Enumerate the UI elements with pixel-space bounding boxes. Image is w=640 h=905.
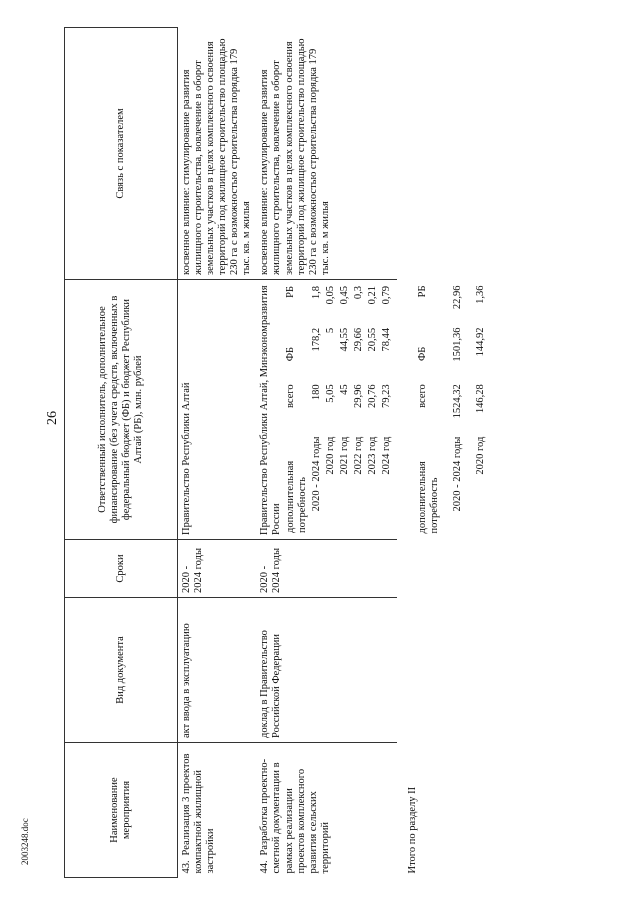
table-header-row xyxy=(65,28,178,878)
fin-head-rb: РБ xyxy=(417,285,428,298)
row-number: 44. xyxy=(259,860,271,874)
cell-name xyxy=(256,743,397,878)
financing-head xyxy=(284,284,310,535)
cell-doc: доклад в Правительство Российской Федерации xyxy=(256,598,397,743)
fin-period: 2020 - 2024 годы xyxy=(310,436,322,512)
fin-rb: 0,21 xyxy=(366,286,378,305)
cell-doc: акт ввода в эксплуатацию xyxy=(178,598,257,743)
fin-rb: 0,05 xyxy=(324,286,336,305)
fin-period: 2020 год xyxy=(324,436,336,475)
fin-fb: 78,44 xyxy=(380,327,392,352)
fin-head-total: всего xyxy=(417,384,428,408)
fin-rb: 0,45 xyxy=(338,286,350,305)
fin-total: 29,96 xyxy=(352,384,364,408)
document-table-sheet xyxy=(64,28,624,878)
total-empty-link xyxy=(397,28,491,280)
financing-row xyxy=(310,284,324,535)
fin-total: 146,28 xyxy=(475,384,487,414)
fin-period: 2020 - 2024 годы xyxy=(452,436,464,512)
fin-fb: 44,55 xyxy=(338,327,350,352)
measures-table xyxy=(64,27,491,878)
fin-head-label: дополнительная потребность xyxy=(417,461,441,534)
fin-rb: 1,36 xyxy=(475,285,487,304)
financing-row xyxy=(380,284,394,535)
total-row xyxy=(397,28,491,878)
header-doc: Вид документа xyxy=(65,598,178,743)
fin-head-label: дополнительная потребность xyxy=(284,460,308,533)
fin-fb: 20,55 xyxy=(366,327,378,352)
header-name: Наименование мероприятия xyxy=(65,743,178,878)
cell-link: косвенное влияние: стимулирование развития жилищного строительства, вовлечение в оборот земельных участков в целях комплексного освоения территорий под жилищное строительство площадью 230 га с возможностью строительства порядка 179 тыс. кв. м жилья xyxy=(178,28,257,280)
fin-fb: 178,2 xyxy=(310,327,322,352)
fin-total: 1524,32 xyxy=(452,384,464,419)
responsible-text: Правительство Республики Алтай, Минэкономразвития России xyxy=(259,285,283,535)
footer-filename: 2003248.doc xyxy=(20,818,30,865)
fin-period: 2024 год xyxy=(380,436,392,475)
fin-rb: 0,79 xyxy=(380,286,392,305)
total-financing-cell xyxy=(397,280,491,540)
header-link: Связь с показателем xyxy=(65,28,178,280)
cell-term: 2020 - 2024 годы xyxy=(256,540,397,598)
fin-head-rb: РБ xyxy=(284,286,296,298)
cell-responsible xyxy=(256,280,397,540)
cell-name xyxy=(178,743,257,878)
fin-rb: 0,3 xyxy=(352,286,364,300)
fin-period: 2023 год xyxy=(366,436,378,475)
financing-head xyxy=(407,284,442,536)
row-number: 43. xyxy=(181,860,192,874)
header-term: Сроки xyxy=(65,540,178,598)
measure-name: Реализация 3 проектов компактной жилищной застройки xyxy=(181,753,217,874)
financing-row xyxy=(465,284,488,536)
fin-fb: 144,92 xyxy=(475,327,487,357)
fin-period: 2022 год xyxy=(352,436,364,475)
fin-fb: 5 xyxy=(324,327,336,334)
fin-period: 2021 год xyxy=(338,436,350,475)
fin-rb: 1,8 xyxy=(310,286,322,300)
total-label: Итого по разделу II xyxy=(407,786,418,874)
page-number: 26 xyxy=(45,411,60,425)
financing-row xyxy=(324,284,338,535)
fin-rb: 22,96 xyxy=(452,285,464,310)
financing-row xyxy=(352,284,366,535)
measure-name: Разработка проектно-сметной документации в рамках реализации проектов комплексного развития сельских территорий xyxy=(259,758,331,874)
financing-table xyxy=(284,284,395,535)
fin-head-fb: ФБ xyxy=(284,346,296,362)
fin-head-fb: ФБ xyxy=(417,346,428,362)
fin-total: 180 xyxy=(310,384,322,401)
header-responsible: Ответственный исполнитель, дополнительное финансирование (без учета средств, включенных в федеральный бюджет (ФБ) и бюджет Республики Алтай (РБ), млн. рублей xyxy=(65,280,178,540)
financing-row xyxy=(442,284,465,536)
fin-total: 20,76 xyxy=(366,384,378,408)
total-empty-term xyxy=(397,540,491,598)
fin-total: 45 xyxy=(338,384,350,395)
financing-row xyxy=(338,284,352,535)
fin-total: 79,23 xyxy=(380,384,392,408)
cell-term: 2020 - 2024 годы xyxy=(178,540,257,598)
fin-head-total: всего xyxy=(284,384,296,408)
fin-total: 5,05 xyxy=(324,384,336,403)
total-empty-doc xyxy=(397,598,491,743)
cell-link: косвенное влияние: стимулирование развития жилищного строительства, вовлечение в оборот земельных участков в целях комплексного освоения территорий под жилищное строительство площадью 230 га с возможностью строительства порядка 179 тыс. кв. м жилья xyxy=(256,28,397,280)
cell-responsible: Правительство Республики Алтай xyxy=(178,280,257,540)
fin-fb: 29,66 xyxy=(352,327,364,352)
total-financing-table xyxy=(407,284,488,536)
fin-fb: 1501,36 xyxy=(452,327,464,362)
financing-row xyxy=(366,284,380,535)
table-row xyxy=(256,28,397,878)
fin-period: 2020 год xyxy=(475,436,487,475)
table-row xyxy=(178,28,257,878)
